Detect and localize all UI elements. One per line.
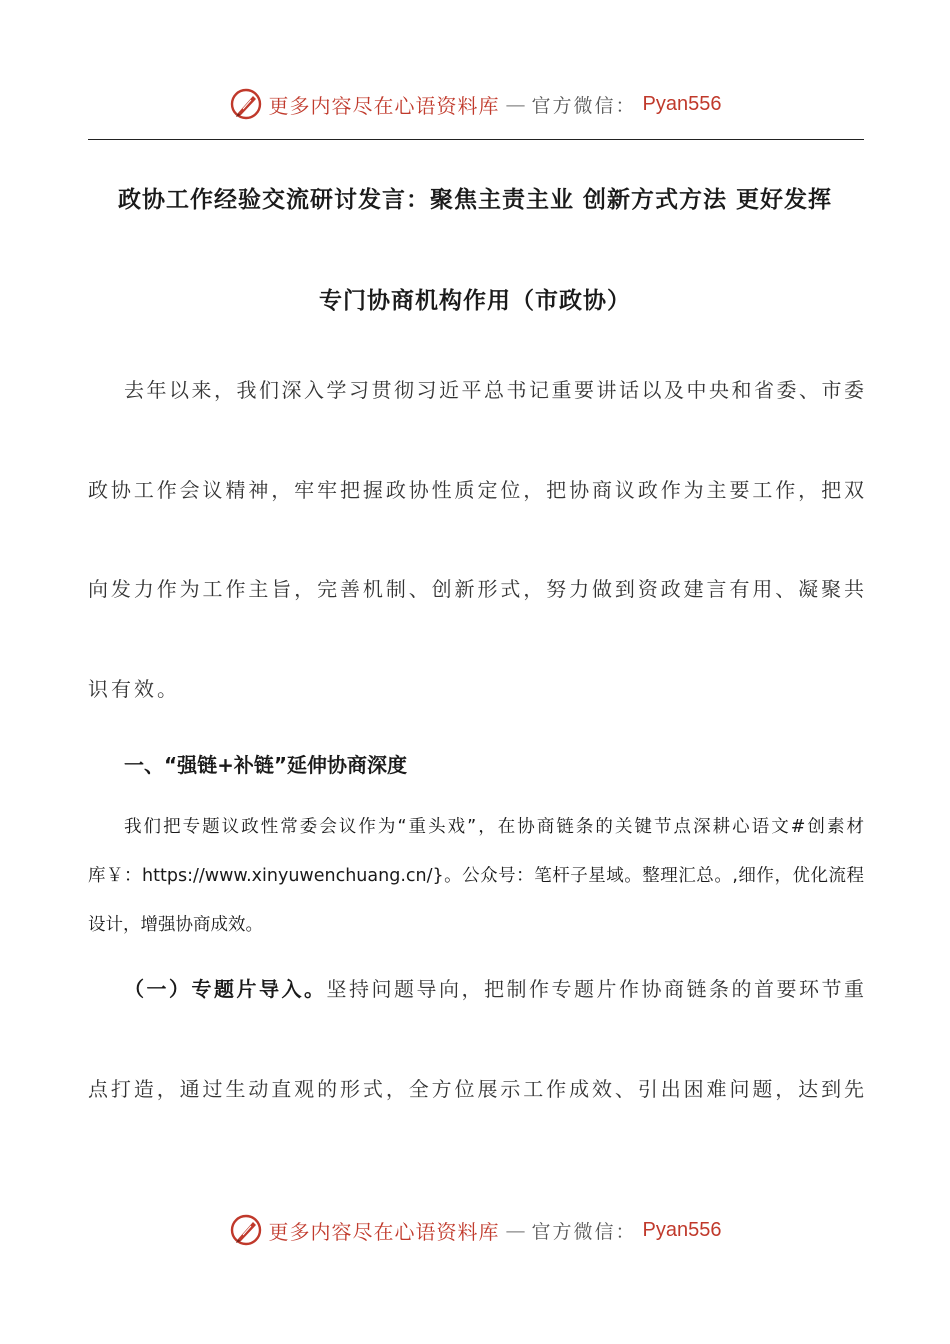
header-banner: [0, 84, 950, 124]
banner-wechat-label: 官方微信：: [531, 94, 637, 117]
document-title-line-1: 政协工作经验交流研讨发言：聚焦主责主业 创新方式方法 更好发挥: [117, 187, 832, 213]
section-paragraph-line-3: 设计，增强协商成效。: [88, 915, 263, 935]
footer-wechat-label: 官方微信：: [531, 1220, 637, 1243]
banner-separator: —: [505, 92, 526, 116]
intro-line-1: 去年以来，我们深入学习贯彻习近平总书记重要讲话以及中央和省委、市委: [124, 378, 864, 402]
section-paragraph-line-1: 我们把专题议政性常委会议作为“重头戏”，在协商链条的关键节点深耕心语文#创素材: [124, 817, 864, 837]
footer-site-name: 更多内容尽在心语资料库: [268, 1219, 500, 1244]
intro-line-4: 识有效。: [88, 677, 180, 701]
document-title-line-2: 专门协商机构作用（市政协）: [319, 288, 631, 314]
subsection-label: （一）专题片导入。: [124, 977, 327, 1001]
header-divider: [88, 139, 864, 140]
intro-line-3: 向发力作为工作主旨，完善机制、创新形式，努力做到资政建言有用、凝聚共: [88, 577, 864, 601]
banner-site-name: 更多内容尽在心语资料库: [268, 93, 500, 118]
intro-line-2: 政协工作会议精神，牢牢把握政协性质定位，把协商议政作为主要工作，把双: [88, 478, 864, 502]
footer-wechat-id: Pyan556: [642, 1218, 722, 1241]
subsection-line-2: 点打造，通过生动直观的形式，全方位展示工作成效、引出困难问题，达到先: [88, 1077, 864, 1101]
section-paragraph-line-2: 库￥：https://www.xinyuwenchuang.cn/}。公众号：笔杆子星域。整理汇总。,细作，优化流程: [88, 866, 864, 886]
subsection-line-1-text: 坚持问题导向，把制作专题片作协商链条的首要环节重: [326, 977, 864, 1001]
footer-banner: [0, 1210, 950, 1250]
footer-separator: —: [505, 1218, 526, 1242]
quill-pen-logo-icon: [229, 1213, 263, 1247]
quill-pen-logo-icon: [229, 87, 263, 121]
section-heading: 一、“强链+补链”延伸协商深度: [124, 753, 408, 777]
subsection-line-1: [124, 973, 864, 1002]
banner-wechat-id: Pyan556: [642, 92, 722, 115]
